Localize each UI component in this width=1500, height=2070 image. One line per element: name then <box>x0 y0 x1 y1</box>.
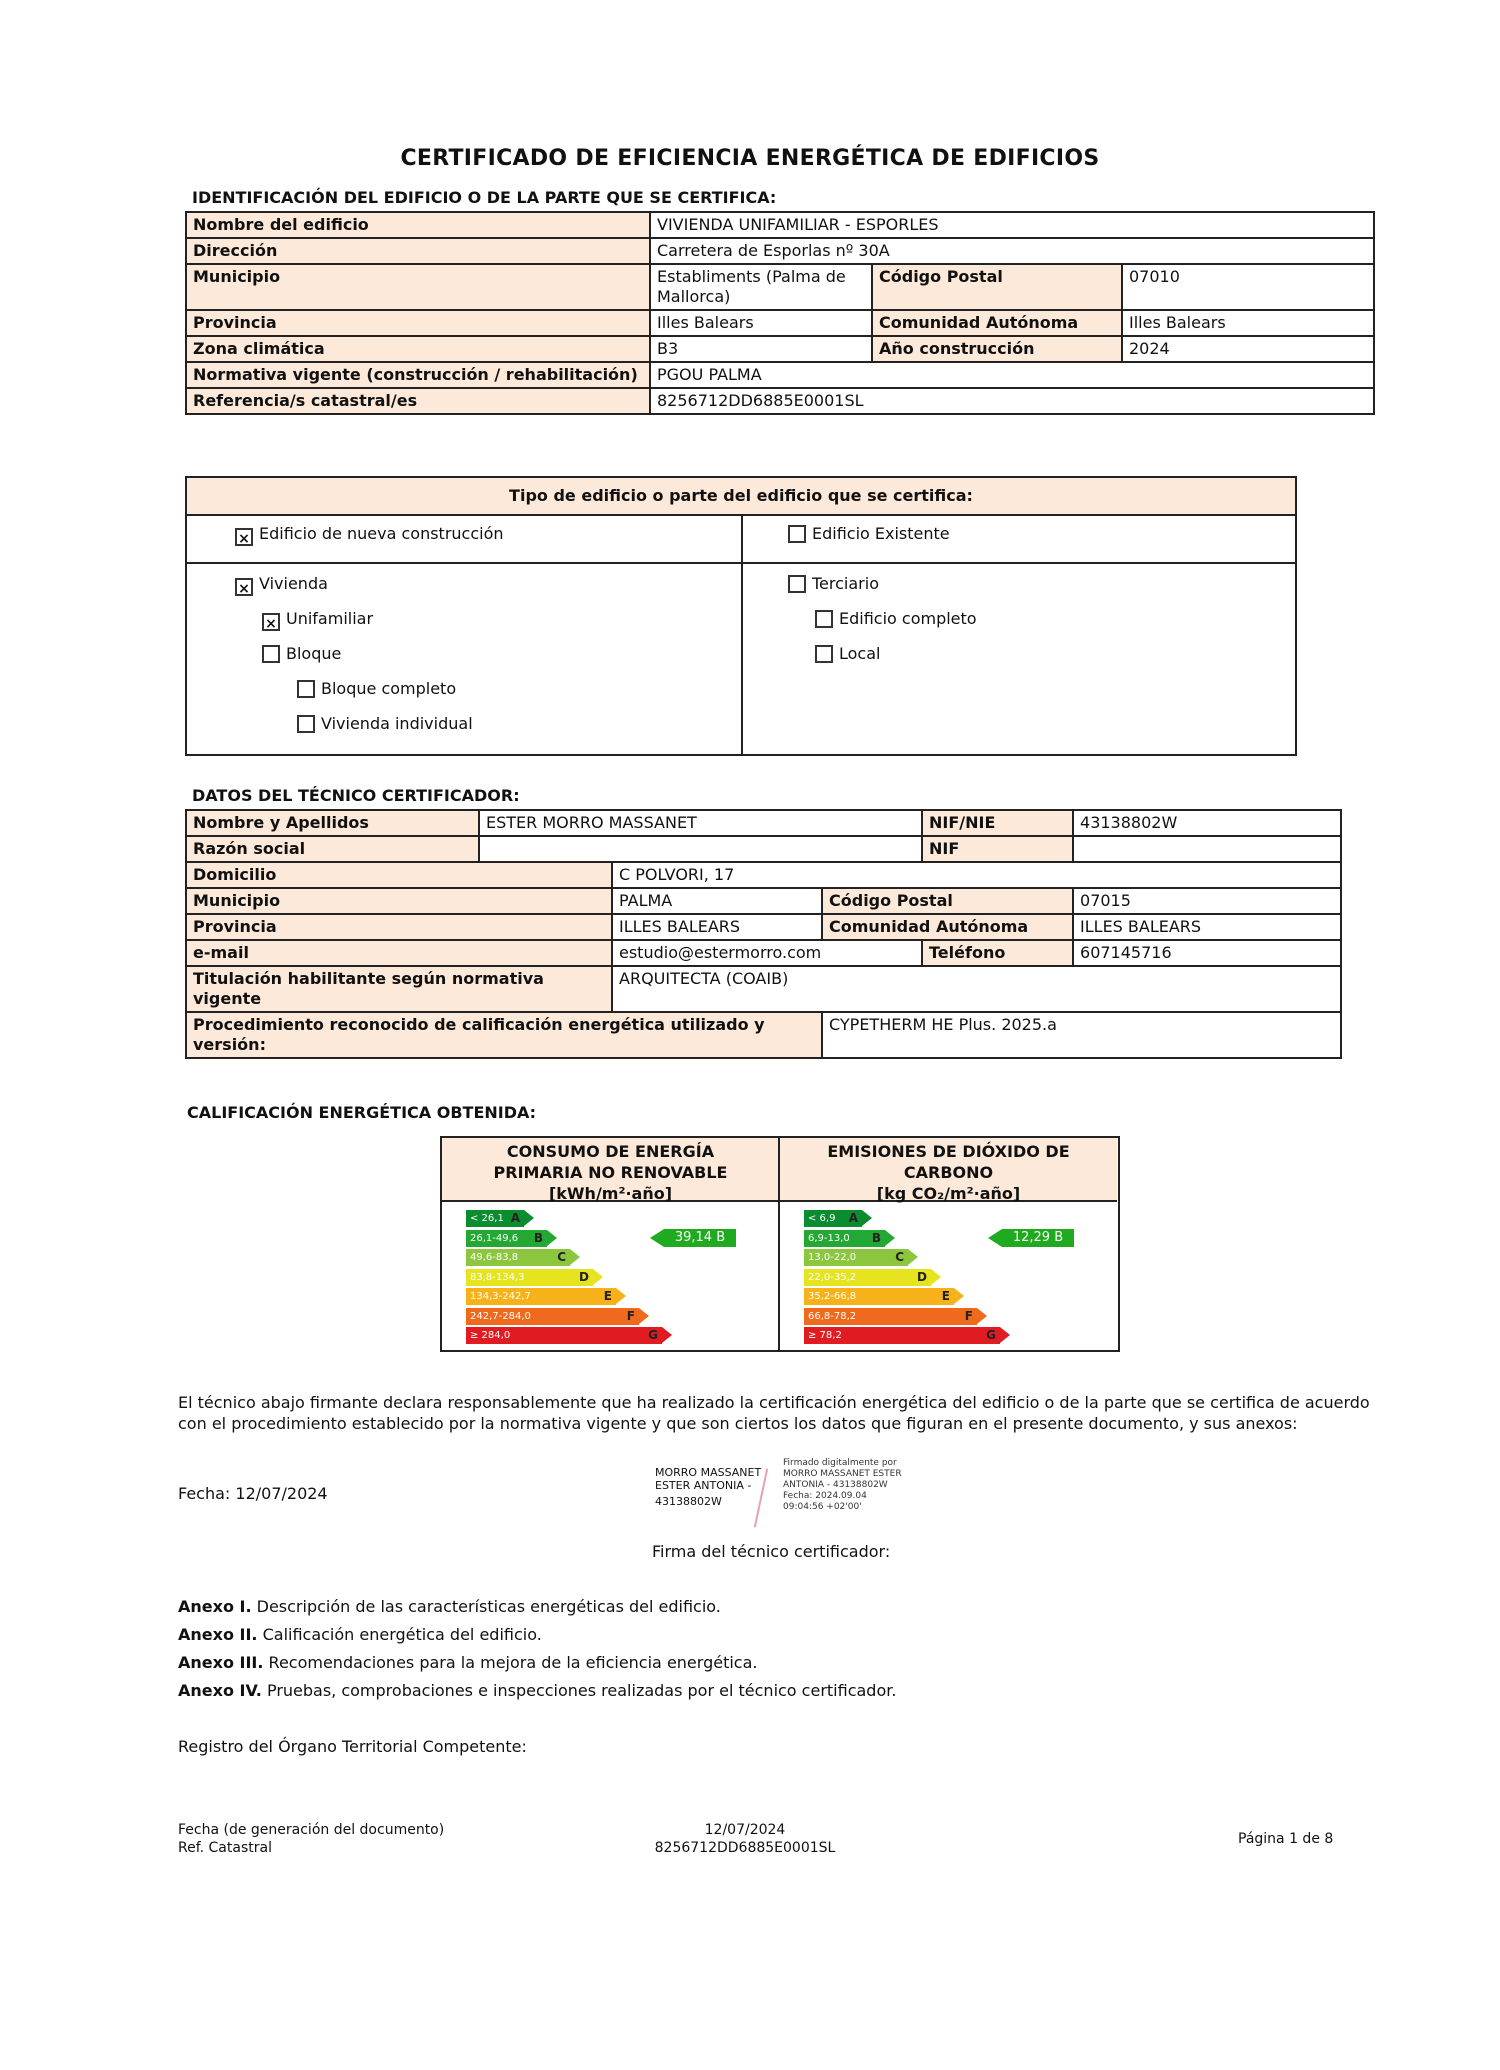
checkbox-local[interactable] <box>815 644 880 664</box>
tecnico-comunidad-value: ILLES BALEARS <box>1073 914 1341 940</box>
titulacion-label: Titulación habilitante según normativa vigente <box>186 966 612 1012</box>
anexo-text: Pruebas, comprobaciones e inspecciones realizadas por el técnico certificador. <box>261 1681 897 1700</box>
checkbox-label: Local <box>839 644 881 663</box>
razon-social-value <box>479 836 922 862</box>
scale-range: 6,9-13,0 <box>808 1232 850 1244</box>
scale-range: ≥ 284,0 <box>470 1330 511 1341</box>
nombre-apellidos-label: Nombre y Apellidos <box>186 810 479 836</box>
checkbox-label: Unifamiliar <box>286 609 374 628</box>
scale-letter: E <box>603 1289 612 1303</box>
provincia-label: Provincia <box>186 310 650 336</box>
scale-range: 83,8-134,3 <box>470 1271 525 1283</box>
checkbox-box <box>297 680 315 698</box>
anexo-label: Anexo I. <box>178 1597 252 1616</box>
tecnico-cp-value: 07015 <box>1073 888 1341 914</box>
scale-letter: C <box>557 1250 566 1264</box>
checkbox-label: Edificio de nueva construcción <box>259 524 504 543</box>
direccion-value: Carretera de Esporlas nº 30A <box>650 238 1374 264</box>
scale-letter: D <box>917 1269 927 1284</box>
checkbox-nueva-construccion[interactable] <box>235 524 504 546</box>
identificacion-table <box>185 211 1375 415</box>
consumo-heading-line1: CONSUMO DE ENERGÍA <box>506 1142 715 1161</box>
scale-range: 242,7-284,0 <box>470 1310 531 1322</box>
checkbox-vivienda[interactable] <box>235 574 328 596</box>
titulacion-value: ARQUITECTA (COAIB) <box>612 966 1341 1012</box>
scale-bar-g <box>804 1327 1000 1344</box>
anexo-item <box>178 1680 896 1701</box>
scale-letter: G <box>986 1328 996 1342</box>
telefono-value: 607145716 <box>1073 940 1341 966</box>
signature-detail-4: Fecha: 2024.09.04 <box>783 1491 867 1501</box>
checkbox-box <box>262 645 280 663</box>
footer-ref: 8256712DD6885E0001SL <box>654 1840 836 1856</box>
page-title: CERTIFICADO DE EFICIENCIA ENERGÉTICA DE EDIFICIOS <box>400 146 1100 171</box>
emisiones-unit: [kg CO₂/m²·año] <box>876 1184 1021 1203</box>
scale-bar-e <box>466 1288 616 1305</box>
footer-fecha-label: Fecha (de generación del documento) <box>178 1822 445 1838</box>
scale-letter: D <box>579 1269 589 1284</box>
scale-bar-a <box>466 1210 524 1227</box>
calificacion-heading: CALIFICACIÓN ENERGÉTICA OBTENIDA: <box>187 1103 537 1122</box>
scale-range: 26,1-49,6 <box>470 1232 519 1244</box>
nombre-edificio-label: Nombre del edificio <box>186 212 650 238</box>
tecnico-heading: DATOS DEL TÉCNICO CERTIFICADOR: <box>192 786 520 805</box>
nif-nie-label: NIF/NIE <box>922 810 1073 836</box>
tecnico-provincia-label: Provincia <box>186 914 612 940</box>
identificacion-heading: IDENTIFICACIÓN DEL EDIFICIO O DE LA PARTE QUE SE CERTIFICA: <box>192 188 777 207</box>
provincia-value: Illes Balears <box>650 310 872 336</box>
direccion-label: Dirección <box>186 238 650 264</box>
scale-range: 66,8-78,2 <box>808 1310 857 1322</box>
checkbox-box <box>815 610 833 628</box>
checkbox-box <box>297 715 315 733</box>
signature-detail-5: 09:04:56 +02'00' <box>783 1502 862 1512</box>
email-value: estudio@estermorro.com <box>612 940 922 966</box>
nombre-apellidos-value: ESTER MORRO MASSANET <box>479 810 922 836</box>
zona-climatica-value: B3 <box>650 336 872 362</box>
emisiones-heading-line1: EMISIONES DE DIÓXIDO DE <box>827 1142 1070 1161</box>
checkbox-terciario[interactable] <box>788 574 879 594</box>
tecnico-comunidad-label: Comunidad Autónoma <box>822 914 1073 940</box>
rating-panel <box>440 1136 1120 1352</box>
signature-name-line1: MORRO MASSANET <box>655 1466 762 1479</box>
consumo-unit: [kWh/m²·año] <box>548 1184 673 1203</box>
scale-range: 22,0-35,2 <box>808 1271 857 1283</box>
anio-construccion-label: Año construcción <box>872 336 1122 362</box>
firma-caption: Firma del técnico certificador: <box>652 1542 891 1561</box>
checkbox-box <box>788 525 806 543</box>
anio-construccion-value: 2024 <box>1122 336 1374 362</box>
checkbox-box <box>815 645 833 663</box>
consumo-result-arrow: 39,14 B <box>664 1229 736 1247</box>
consumo-heading-line2: PRIMARIA NO RENOVABLE <box>493 1163 728 1182</box>
checkbox-box: × <box>262 613 280 631</box>
scale-letter: F <box>626 1308 635 1323</box>
checkbox-box: × <box>235 528 253 546</box>
telefono-label: Teléfono <box>922 940 1073 966</box>
checkbox-label: Vivienda <box>259 574 328 593</box>
scale-letter: F <box>964 1308 973 1323</box>
footer-ref-label: Ref. Catastral <box>178 1840 272 1856</box>
anexo-text: Descripción de las características energéticas del edificio. <box>251 1597 721 1616</box>
emisiones-heading <box>780 1138 1117 1202</box>
nif-label: NIF <box>922 836 1073 862</box>
consumo-column <box>442 1138 779 1350</box>
scale-letter: C <box>895 1250 904 1264</box>
signature-detail-3: ANTONIA - 43138802W <box>783 1480 888 1490</box>
anexo-item <box>178 1652 896 1673</box>
scale-bar-f <box>466 1308 639 1325</box>
scale-bar-d <box>466 1269 593 1286</box>
checkbox-label: Edificio completo <box>839 609 977 628</box>
razon-social-label: Razón social <box>186 836 479 862</box>
comunidad-label: Comunidad Autónoma <box>872 310 1122 336</box>
nif-nie-value: 43138802W <box>1073 810 1341 836</box>
scale-letter: B <box>533 1230 543 1245</box>
anexo-text: Calificación energética del edificio. <box>257 1625 542 1644</box>
checkbox-label: Vivienda individual <box>321 714 473 733</box>
scale-bar-c <box>804 1249 908 1266</box>
tecnico-table <box>185 809 1342 1059</box>
divider <box>187 562 1295 564</box>
nif-value <box>1073 836 1341 862</box>
tipo-edificio-panel <box>185 476 1297 756</box>
scale-range: 13,0-22,0 <box>808 1252 857 1263</box>
checkbox-label: Bloque <box>286 644 342 663</box>
municipio-label: Municipio <box>186 264 650 310</box>
tecnico-cp-label: Código Postal <box>822 888 1073 914</box>
anexo-label: Anexo IV. <box>178 1681 262 1700</box>
email-label: e-mail <box>186 940 612 966</box>
checkbox-edificio-completo[interactable] <box>815 609 977 629</box>
scale-bar-a <box>804 1210 862 1227</box>
referencia-catastral-value: 8256712DD6885E0001SL <box>650 388 1374 414</box>
anexo-item <box>178 1596 896 1617</box>
domicilio-value: C POLVORI, 17 <box>612 862 1341 888</box>
anexos-list <box>178 1596 896 1701</box>
anexo-text: Recomendaciones para la mejora de la eficiencia energética. <box>263 1653 758 1672</box>
anexo-label: Anexo II. <box>178 1625 258 1644</box>
zona-climatica-label: Zona climática <box>186 336 650 362</box>
tipo-edificio-heading: Tipo de edificio o parte del edificio que se certifica: <box>187 478 1295 516</box>
signature-detail-2: MORRO MASSANET ESTER <box>783 1469 902 1479</box>
emisiones-heading-line2: CARBONO <box>903 1163 994 1182</box>
signature-name-line2: ESTER ANTONIA - <box>655 1479 752 1492</box>
footer-left <box>178 1821 444 1857</box>
codigo-postal-value: 07010 <box>1122 264 1374 310</box>
scale-bar-b <box>466 1230 547 1247</box>
emisiones-result-arrow: 12,29 B <box>1002 1229 1074 1247</box>
checkbox-bloque-completo[interactable] <box>297 679 456 699</box>
signature-details <box>783 1458 902 1513</box>
scale-letter: E <box>941 1289 950 1303</box>
checkbox-unifamiliar[interactable] <box>262 609 373 631</box>
checkbox-edificio-existente[interactable] <box>788 524 950 544</box>
checkbox-vivienda-individual[interactable] <box>297 714 473 734</box>
footer-fecha: 12/07/2024 <box>704 1822 786 1838</box>
tecnico-provincia-value: ILLES BALEARS <box>612 914 822 940</box>
emisiones-column <box>780 1138 1117 1350</box>
checkbox-box: × <box>235 578 253 596</box>
referencia-catastral-label: Referencia/s catastral/es <box>186 388 650 414</box>
procedimiento-label: Procedimiento reconocido de calificación energética utilizado y versión: <box>186 1012 822 1058</box>
scale-range: 49,6-83,8 <box>470 1252 519 1263</box>
fecha-firma: Fecha: 12/07/2024 <box>178 1484 328 1503</box>
scale-range: 134,3-242,7 <box>470 1291 531 1302</box>
tecnico-municipio-label: Municipio <box>186 888 612 914</box>
scale-bar-b <box>804 1230 885 1247</box>
scale-letter: A <box>510 1211 520 1225</box>
scale-bar-c <box>466 1249 570 1266</box>
scale-range: 35,2-66,8 <box>808 1291 857 1302</box>
footer-center <box>620 1821 870 1857</box>
normativa-value: PGOU PALMA <box>650 362 1374 388</box>
normativa-label: Normativa vigente (construcción / rehabilitación) <box>186 362 650 388</box>
scale-letter: A <box>848 1211 858 1225</box>
scale-letter: G <box>648 1328 658 1342</box>
anexo-item <box>178 1624 896 1645</box>
domicilio-label: Domicilio <box>186 862 612 888</box>
checkbox-label: Bloque completo <box>321 679 457 698</box>
checkbox-label: Terciario <box>812 574 879 593</box>
page-number: Página 1 de 8 <box>1238 1831 1334 1847</box>
signature-detail-1: Firmado digitalmente por <box>783 1458 897 1468</box>
scale-letter: B <box>871 1230 881 1245</box>
codigo-postal-label: Código Postal <box>872 264 1122 310</box>
scale-range: < 26,1 <box>470 1213 504 1224</box>
tecnico-municipio-value: PALMA <box>612 888 822 914</box>
anexo-label: Anexo III. <box>178 1653 264 1672</box>
scale-bar-d <box>804 1269 931 1286</box>
scale-range: < 6,9 <box>808 1213 836 1224</box>
registro-text: Registro del Órgano Territorial Competente: <box>178 1737 527 1756</box>
scale-bar-e <box>804 1288 954 1305</box>
comunidad-value: Illes Balears <box>1122 310 1374 336</box>
scale-bar-f <box>804 1308 977 1325</box>
consumo-heading <box>442 1138 779 1202</box>
scale-bar-g <box>466 1327 662 1344</box>
signature-name-line3: 43138802W <box>655 1495 722 1508</box>
declaracion-text: El técnico abajo firmante declara responsablemente que ha realizado la certificación energética del edificio o de la parte que se certifica de acuerdo con el procedimiento establecido por la normativa vigente y que son ciertos los datos que figuran en el presente documento, y sus anexos: <box>178 1393 1370 1433</box>
digital-signature <box>655 1466 761 1508</box>
scale-range: ≥ 78,2 <box>808 1330 842 1341</box>
checkbox-label: Edificio Existente <box>812 524 950 543</box>
procedimiento-value: CYPETHERM HE Plus. 2025.a <box>822 1012 1341 1058</box>
municipio-value: Establiments (Palma de Mallorca) <box>650 264 872 310</box>
nombre-edificio-value: VIVIENDA UNIFAMILIAR - ESPORLES <box>650 212 1374 238</box>
divider <box>741 516 743 754</box>
checkbox-box <box>788 575 806 593</box>
checkbox-bloque[interactable] <box>262 644 341 664</box>
